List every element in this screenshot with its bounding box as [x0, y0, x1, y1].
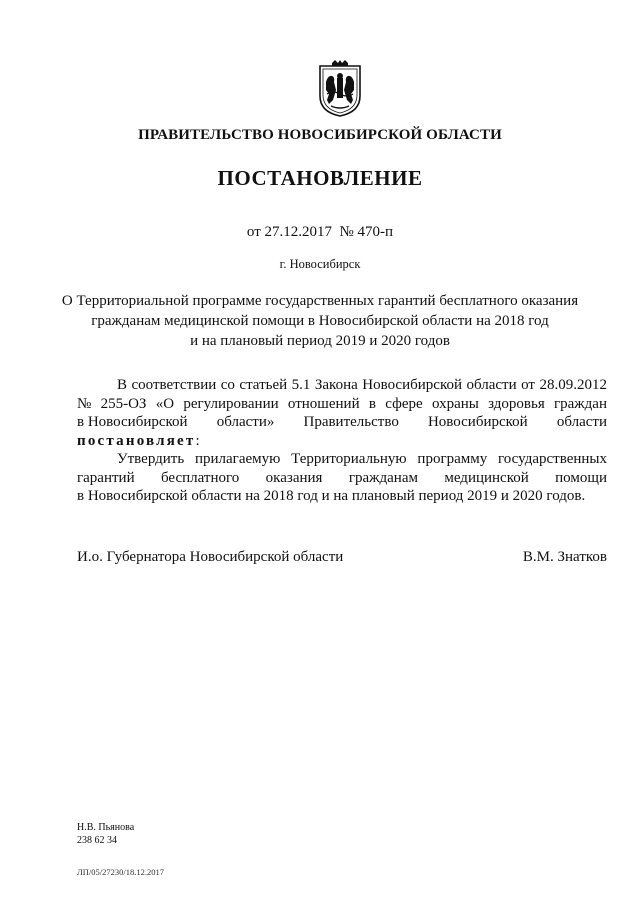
word: гарантий	[77, 469, 135, 486]
registration-code: ЛП/05/27230/18.12.2017	[77, 867, 164, 877]
word: Утвердить	[117, 451, 185, 467]
subject-line: гражданам медицинской помощи в Новосибирской области на 2018 год	[91, 313, 549, 329]
executor-phone: 238 62 34	[77, 835, 117, 846]
colon: :	[195, 432, 200, 449]
word: в	[368, 395, 376, 412]
body-line	[77, 450, 607, 469]
word: 255-ОЗ	[100, 395, 147, 412]
word: В	[117, 377, 128, 393]
document-body	[77, 376, 607, 506]
novosibirsk-coat-of-arms-icon	[317, 60, 363, 118]
word: гражданам	[348, 469, 418, 486]
word: Закона	[314, 377, 358, 393]
word: прилагаемую	[194, 451, 281, 467]
word: соответствии	[131, 377, 217, 393]
word: бесплатного	[161, 469, 240, 486]
body-line	[77, 413, 607, 432]
city: г. Новосибирск	[279, 257, 361, 271]
subject-line: О Территориальной программе государственных гарантий бесплатного оказания	[61, 293, 579, 309]
word: Новосибирской	[427, 414, 528, 430]
word: государственных	[498, 451, 607, 467]
document-type: ПОСТАНОВЛЕНИЕ	[217, 166, 423, 190]
word: области	[466, 377, 517, 393]
body-line	[77, 376, 607, 395]
word: Правительство	[303, 414, 399, 430]
word: со	[220, 377, 235, 393]
signer-name: В.М. Знатков	[522, 549, 607, 565]
word: области	[556, 414, 607, 430]
body-text: в Новосибирской области на 2018 год и на плановый период 2019 и 2020 годов.	[77, 488, 586, 504]
body-line	[77, 469, 607, 488]
word: 5.1	[291, 377, 311, 393]
word: от	[521, 377, 535, 393]
body-line	[77, 487, 607, 506]
word: охраны	[431, 395, 479, 412]
date-number: от 27.12.2017 № 470-п	[246, 224, 394, 240]
document-subject	[60, 291, 580, 351]
word: «О	[155, 395, 175, 412]
word: №	[77, 395, 92, 412]
word: граждан	[554, 395, 607, 412]
organization-title: ПРАВИТЕЛЬСТВО НОВОСИБИРСКОЙ ОБЛАСТИ	[138, 127, 502, 143]
word: сфере	[385, 395, 423, 412]
word: в Новосибирской	[77, 414, 188, 430]
body-line	[77, 395, 607, 414]
subject-line: и на плановый период 2019 и 2020 годов	[190, 333, 450, 349]
executor-block	[77, 821, 134, 847]
word: медицинской	[444, 469, 529, 486]
word: оказания	[265, 469, 323, 486]
executor-name: Н.В. Пьянова	[77, 822, 135, 833]
word: программу	[417, 451, 488, 467]
resolves-word: постановляет	[77, 432, 196, 449]
body-line	[77, 432, 607, 451]
word: здоровья	[488, 395, 545, 412]
word: области»	[216, 414, 275, 430]
word: Новосибирской	[362, 377, 462, 393]
word: отношений	[287, 395, 360, 412]
word: 28.09.2012	[539, 377, 607, 393]
word: Территориальную	[291, 451, 407, 467]
signer-position: И.о. Губернатора Новосибирской области	[77, 549, 344, 565]
word: регулировании	[183, 395, 279, 412]
word: помощи	[555, 469, 607, 486]
word: статьей	[239, 377, 288, 393]
